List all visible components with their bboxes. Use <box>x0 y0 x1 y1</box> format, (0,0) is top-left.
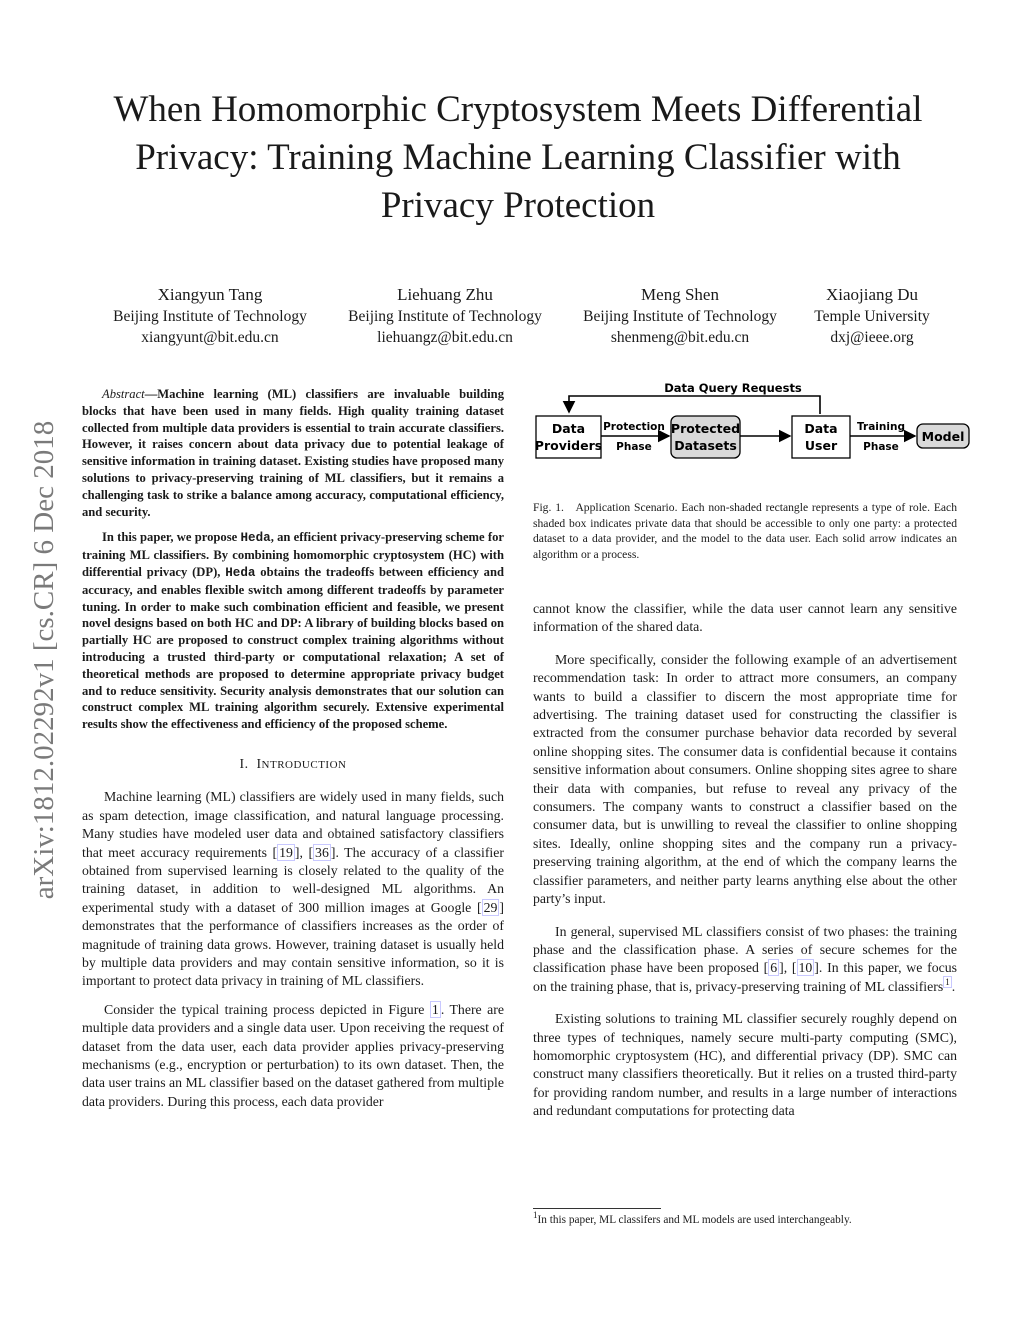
abstract-text: , an efficient privacy-preserving scheme for training ML classifiers. By combining homomorphic cryptosystem (HC) with differential privacy (DP), <box>82 530 504 579</box>
author-email: dxj@ieee.org <box>830 329 914 346</box>
caption-text: Application Scenario. Each non-shaded rectangle represents a type of role. Each shaded box indicates private data that should be accessible to only one party: a protected dataset to a data provider, and the model to the data user. Each solid arrow indicates an algorithm or a process. <box>533 501 957 561</box>
figure-caption <box>533 500 957 562</box>
body-text: In general, supervised ML classifiers consist of two phases: the training phase and the classification phase. A series of secure schemes for the classification phase have been proposed <box>533 923 957 976</box>
intro-paragraph-1: Machine learning (ML) classifiers are widely used in many fields, such as spam detection, image classification, and natural language processing. Many studies have modeled user data and obtained satisfactory classifiers that meet accuracy requirements [ 19 ], [ 36 ]. The accuracy of a classifier obtained from supervised learning is closely related to the quality of the training dataset, in addition to well-designed ML algorithms. An experimental study with a dataset of 300 million images at Google [ 29 ] demonstrates that the performance of classifiers increases as the order of magnitude of training data grows. However, training dataset is usually held by multiple data providers and may contain sensitive information, so it is important to protect data privacy in training of ML classifiers. <box>82 789 504 989</box>
author-email: xiangyunt@bit.edu.cn <box>141 329 279 346</box>
caption-label: Fig. 1. <box>533 501 564 514</box>
right-column <box>533 600 957 1131</box>
citation-link[interactable]: 10 <box>798 960 813 976</box>
section-number: I. <box>239 755 249 771</box>
body-text: demonstrates that the performance of classifiers increases as the order of magnitude of training data grows. However, training dataset is usually held by multiple data providers and may contain sensitive information, so it is important to protect data privacy in training of ML classifiers. <box>82 918 504 989</box>
left-column <box>82 386 504 1121</box>
right-paragraph-3: Existing solutions to training ML classifier securely roughly depend on three types of techniques, namely secure multi-party computing (SMC), homomorphic cryptosystem (HC), and differential privacy (DP). SMC can construct many classifiers theoretically. But it relies on a trusted third-party for providing random number, and results in a large number of interactions and redundant computations for protecting data <box>533 1011 957 1119</box>
author-name: Xiaojiang Du <box>825 285 919 304</box>
intro-paragraph-2 <box>82 1001 504 1111</box>
author-name: Xiangyun Tang <box>157 285 263 304</box>
abstract-dash: — <box>144 387 158 401</box>
author-email: liehuangz@bit.edu.cn <box>377 329 513 346</box>
box-label: User <box>804 438 838 453</box>
figure-application-scenario <box>530 380 972 470</box>
section-title-initial: I <box>256 755 262 771</box>
figure-link[interactable]: 1 <box>431 1001 439 1017</box>
query-arrow <box>569 396 820 414</box>
figure-top-label: Data Query Requests <box>664 381 802 395</box>
author-name: Liehuang Zhu <box>397 285 493 304</box>
body-text: Machine learning (ML) classifiers are widely used in many fields, such as spam detection, image classification, and natural language processing. Many studies have modeled user data and obtained satisfactory classifiers that meet accuracy requirements <box>82 789 504 860</box>
right-paragraph-2: In general, supervised ML classifiers consist of two phases: the training phase and the classification phase. A series of secure schemes for the classification phase have been proposed [ 6 ], [ 10 ]. In this paper, we focus on the training phase, that is, privacy-preserving training of ML classifiers $^1$ . <box>533 923 957 994</box>
footnote-text: In this paper, ML classifers and ML models are used interchangeably. <box>537 1214 852 1226</box>
right-paragraph-1: More specifically, consider the following example of an advertisement recommendation task: In order to attract more consumers, an company wants to build a classifier to discern the most appropriate time for advertising. The training dataset used for constructing the classifier is extracted from the consumer purchase behavior data recorded by several online shopping sites. The consumer data is confidential because it contains sensitive information about consumers. Online shopping sites agree to share their data with companies, but refuse to reveal any privacy of the consumers. The company wants to construct a classifier based on the consumer data, but is unwilling to reveal the classifier to online shopping sites. Ideally, online shopping sites and the company run a privacy-preserving training algorithm, at the end of which the company learns the classifier parameters, and neither party learns anything else about the other party’s input. <box>533 651 957 907</box>
author-affiliation: Temple University <box>814 308 930 325</box>
author-1 <box>90 284 330 348</box>
arrow-label: Phase <box>863 441 899 453</box>
body-text: . There are multiple data providers and a single data user. Upon receiving the request of dataset from the data user, each data provider applies privacy-preserving mechanisms (e.g., encryption or perturbation) to its own dataset. Then, the data user trains an ML classifier based on the dataset gathered from multiple data providers. During this process, each data provider <box>82 1001 504 1109</box>
footnote-link[interactable]: 1 <box>945 977 950 988</box>
box-label: Model <box>921 429 965 444</box>
abstract-label: Abstract <box>102 387 145 401</box>
arxiv-identifier: arXiv:1812.02292v1 [cs.CR] 6 Dec 2018 <box>28 420 60 900</box>
author-2 <box>325 284 565 348</box>
body-text: Consider the typical training process depicted in Figure <box>104 1001 430 1017</box>
footnote-mark: 1 <box>533 1210 538 1221</box>
arxiv-sidebar <box>22 360 66 960</box>
arrow-label: Phase <box>616 441 652 453</box>
footnote <box>533 1210 957 1228</box>
box-label: Providers <box>534 438 603 453</box>
abstract-text: In this paper, we propose <box>102 530 241 545</box>
body-text: . The accuracy of a classifier obtained from supervised learning is closely related to the quality of the training dataset, in addition to well-designed ML algorithms. An experimental study with a dataset of 300 million images at Google <box>82 844 504 915</box>
citation-link[interactable]: 6 <box>770 960 778 976</box>
citation-link[interactable]: 19 <box>279 844 293 860</box>
right-paragraph-0: cannot know the classifier, while the data user cannot learn any sensitive information of the shared data. <box>533 601 957 635</box>
abstract-text: obtains the tradeoffs between efficiency and accuracy, and enables flexible switch among different tradeoffs by parameter tuning. In order to make such combination efficient and feasible, we present novel designs based on both HC and DP: A library of building blocks based on partially HC are proposed to construct complex training algorithms without introducing a trusted third-party or computational relaxation; A set of theoretical methods are proposed to determine appropriate privacy budget and to reduce sensitivity. Security analysis demonstrates that our solution can construct complex ML training algorithm securely. Extensive experimental results show the effectiveness and efficiency of the proposed scheme. <box>82 564 504 732</box>
arrow-label: Training <box>857 421 905 433</box>
abstract-paragraph-1: Machine learning (ML) classifiers are invaluable building blocks that have been used in many fields. High quality training dataset collected from multiple data providers is essential to train accurate classifiers. However, it raises concern about data privacy due to potential leakage of sensitive information in training dataset. Existing studies have proposed many solutions to privacy-preserving training of ML classifiers, but it remains a challenging task to strike a balance among accuracy, computational efficiency, and security. <box>82 387 504 519</box>
author-affiliation: Beijing Institute of Technology <box>583 308 777 325</box>
author-4 <box>752 284 992 348</box>
author-affiliation: Beijing Institute of Technology <box>348 308 542 325</box>
box-label: Data <box>804 421 838 436</box>
box-label: Protected <box>670 421 741 436</box>
scheme-name: Heda <box>225 565 256 580</box>
author-affiliation: Beijing Institute of Technology <box>113 308 307 325</box>
paper-title: When Homomorphic Cryptosystem Meets Differential Privacy: Training Machine Learning Classifier with Privacy Protection <box>113 89 923 226</box>
arrow-label: Protection <box>603 421 665 433</box>
abstract <box>82 386 504 733</box>
scheme-name: Heda <box>240 531 271 546</box>
box-label: Data <box>551 421 586 436</box>
citation-link[interactable]: 36 <box>315 844 329 860</box>
body-text: . In this paper, we focus on the training phase, that is, privacy-preserving training of ML classifiers <box>533 960 957 994</box>
section-title-rest: NTRODUCTION <box>261 758 347 771</box>
box-label: Datasets <box>674 438 737 453</box>
citation-link[interactable]: 29 <box>483 899 498 915</box>
section-heading <box>82 755 504 774</box>
body-text: . <box>951 978 956 994</box>
footnote-divider <box>533 1208 661 1209</box>
author-email: shenmeng@bit.edu.cn <box>610 329 750 346</box>
author-name: Meng Shen <box>641 285 719 304</box>
